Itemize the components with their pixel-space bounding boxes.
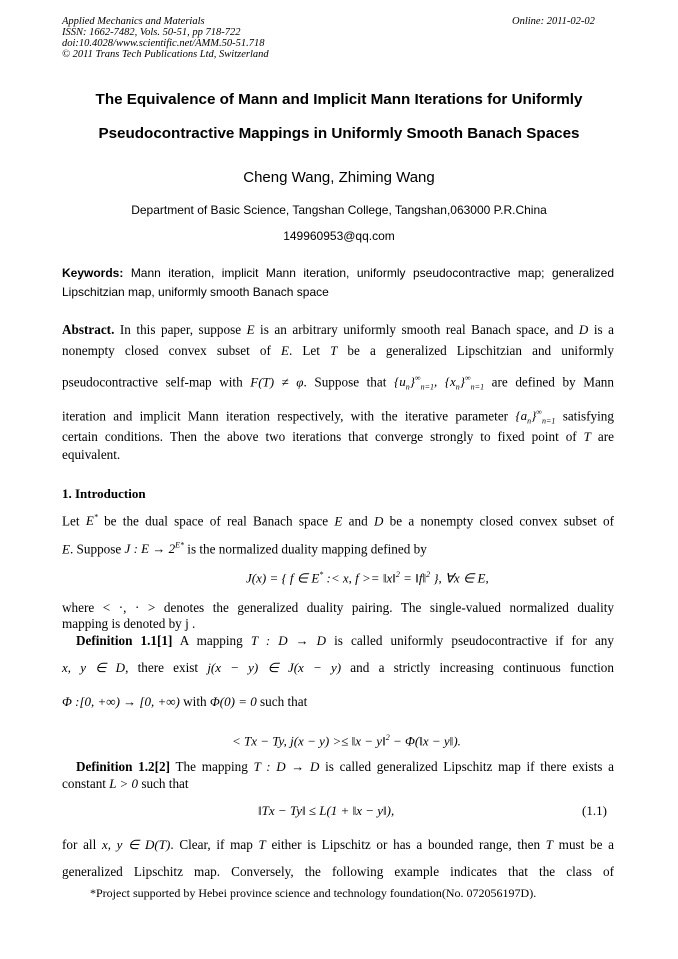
abstract-line1: Abstract. In this paper, suppose E is an arbitrary uniformly smooth real Banach space, and D is a	[62, 322, 614, 337]
text: is called uniformly pseudocontractive if for any	[326, 633, 614, 648]
last-line1: for all x, y ∈ D(T). Clear, if map T either is Lipschitz or has a bounded range, then T must be a	[62, 837, 615, 852]
def11-line3: Φ :[0, +∞) → [0, +∞) with Φ(0) = 0 such that	[62, 694, 308, 709]
text: . Let	[288, 343, 331, 358]
abstract-line3: pseudocontractive self-map with F(T) ≠ φ. Suppose that $\{u_n\}^\infty_{n=1}$, $\{x_n\}^\infty_{n=1}$ are defined by Mann	[62, 374, 614, 392]
text: and	[342, 513, 374, 529]
text: In this paper, suppose	[114, 322, 247, 337]
keywords-text: Mann iteration, implicit Mann iteration, uniformly pseudocontractive map; generalized	[123, 266, 614, 280]
issn-info: ISSN: 1662-7482, Vols. 50-51, pp 718-722	[62, 27, 241, 38]
text: Let	[62, 513, 86, 529]
def11-line1: Definition 1.1[1] A mapping T : D → D is called uniformly pseudocontractive if for any	[76, 633, 614, 648]
text: are defined by Mann	[484, 374, 614, 390]
text: A mapping	[172, 633, 251, 648]
definition-label: Definition 1.2[2]	[76, 759, 170, 774]
text: pseudocontractive self-map with	[62, 374, 251, 390]
definition-label: Definition 1.1[1]	[76, 633, 173, 648]
text: such that	[256, 694, 308, 709]
keywords-line2: Lipschitzian map, uniformly smooth Banach space	[62, 285, 329, 299]
paper-title-line2: Pseudocontractive Mappings in Uniformly Smooth Banach Spaces	[98, 125, 580, 142]
equation-uniform-pseudo: < Tx − Ty, j(x − y) >≤ ‖x − y‖$^2$ − Φ(‖x − y‖).	[232, 733, 461, 749]
footnote: *Project supported by Hebei province science and technology foundation(No. 072056197D).	[90, 886, 537, 900]
text: constant	[62, 776, 110, 791]
keywords-label: Keywords:	[62, 266, 124, 280]
online-date: Online: 2011-02-02	[512, 16, 595, 27]
text: be a nonempty closed convex subset of	[383, 513, 615, 529]
text: satisfying	[555, 408, 614, 424]
intro-line2: E. Suppose J : $E \to 2^{E*}$ is the normalized duality mapping defined by	[62, 541, 427, 557]
equation-lipschitz: ‖Tx − Ty‖ ≤ L(1 + ‖x − y‖),	[258, 803, 395, 818]
affiliation: Department of Basic Science, Tangshan College, Tangshan,063000 P.R.China	[131, 203, 547, 217]
def12-line2: constant L > 0 such that	[62, 776, 189, 791]
text: such that	[138, 776, 189, 791]
equation-duality: J(x) = { f ∈ E* :< x, f >= ‖x‖$^2$ = ‖f‖$^2$ }, ∀x ∈ E,	[246, 570, 489, 586]
text: for all	[62, 837, 102, 852]
text: is the normalized duality mapping defined by	[183, 541, 427, 557]
paper-title-line1: The Equivalence of Mann and Implicit Mann Iterations for Uniformly	[95, 91, 583, 108]
text: is called generalized Lipschitz map if there exists a	[319, 759, 614, 774]
def11-line2: x, y ∈ D, there exist j(x − y) ∈ J(x − y) and a strictly increasing continuous function	[62, 660, 614, 675]
text: either is Lipschitz or has a bounded range, then	[265, 837, 546, 852]
text: are	[590, 429, 614, 444]
text: iteration and implicit Mann iteration respectively, with the iterative parameter	[62, 408, 516, 424]
text: with	[179, 694, 210, 709]
abstract-line6: equivalent.	[62, 447, 121, 462]
text: nonempty closed convex subset of	[62, 343, 282, 358]
abstract-line5: certain conditions. Then the above two iterations that converge strongly to fixed point of T are	[62, 429, 614, 444]
journal-name: Applied Mechanics and Materials	[62, 16, 205, 27]
intro-line4: mapping is denoted by j .	[62, 616, 196, 631]
abstract-line4: iteration and implicit Mann iteration respectively, with the iterative parameter $\{a_n\}^\infty_{n=1}$ satisfying	[62, 408, 614, 426]
email: 149960953@qq.com	[283, 229, 395, 243]
text: . Clear, if map	[170, 837, 259, 852]
text: . Suppose	[69, 541, 125, 557]
last-line2: generalized Lipschitz map. Conversely, the following example indicates that the class of	[62, 864, 614, 879]
intro-line3: where < ·, · > denotes the generalized duality pairing. The single-valued normalized duality	[62, 600, 614, 615]
keywords-line1	[62, 266, 614, 280]
abstract-line2: nonempty closed convex subset of E. Let T be a generalized Lipschitzian and uniformly	[62, 343, 614, 358]
def12-line1: Definition 1.2[2] The mapping T : D → D is called generalized Lipschitz map if there exists a	[76, 759, 614, 774]
copyright-info: © 2011 Trans Tech Publications Ltd, Switzerland	[62, 49, 269, 60]
text: is a	[588, 322, 614, 337]
text: , there exist	[125, 660, 208, 675]
intro-line1: Let E* be the dual space of real Banach space E and D be a nonempty closed convex subset of	[62, 513, 615, 529]
text: . Suppose that	[303, 374, 394, 390]
section-heading: 1. Introduction	[62, 486, 146, 501]
text: is an arbitrary uniformly smooth real Banach space, and	[254, 322, 579, 337]
text: be a generalized Lipschitzian and uniformly	[337, 343, 614, 358]
abstract-label: Abstract.	[62, 322, 115, 337]
text: must be a	[552, 837, 615, 852]
text: certain conditions. Then the above two iterations that converge strongly to fixed point of	[62, 429, 584, 444]
equation-number: (1.1)	[582, 803, 607, 818]
doi-info: doi:10.4028/www.scientific.net/AMM.50-51.718	[62, 38, 265, 49]
text: and a strictly increasing continuous function	[341, 660, 614, 675]
authors: Cheng Wang, Zhiming Wang	[243, 169, 435, 186]
text: The mapping	[170, 759, 254, 774]
text: be the dual space of real Banach space	[97, 513, 335, 529]
